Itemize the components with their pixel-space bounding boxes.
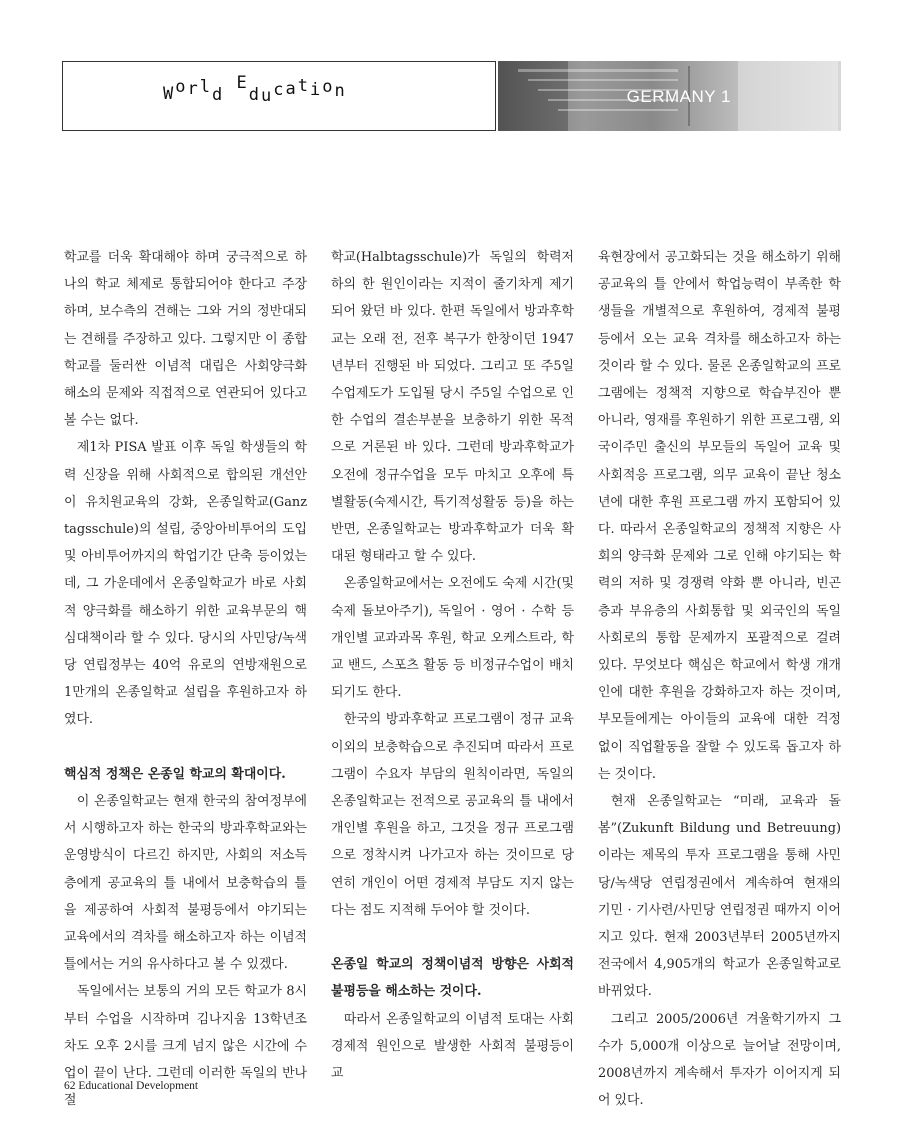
series-title-letter [224, 82, 236, 102]
series-title-letter: n [334, 81, 347, 101]
series-title-letter: d [212, 85, 225, 105]
series-title-letter: r [187, 79, 200, 99]
series-title-letter: d [248, 85, 261, 105]
series-title-box [62, 61, 496, 131]
header-photo [498, 61, 841, 131]
series-title-letter: t [297, 76, 310, 96]
country-label: GERMANY 1 [626, 87, 731, 106]
series-title-letter: a [285, 79, 298, 99]
body-paragraph: 그리고 2005/2006년 겨울학기까지 그 수가 5,000개 이상으로 늘어날 전망이며, 2008년까지 계속해서 투자가 이어지게 되어 있다. [598, 1011, 841, 1109]
page-header [62, 61, 841, 133]
text-column-1 [64, 244, 307, 1114]
body-paragraph: 학교를 더욱 확대해야 하며 궁극적으로 하나의 학교 체제로 통합되어야 한다고 주장하며, 보수측의 견해는 그와 거의 정반대되는 견해를 주장하고 있다. 그렇지만 이 종합학교를 둘러싼 이념적 대립은 사회양극화 해소의 문제와 직접적으로 연관되어 있다고 볼 수는 없다. [64, 250, 307, 429]
publication-name: Educational Development [78, 1080, 199, 1092]
body-paragraph: 독일에서는 보통의 거의 모든 학교가 8시부터 수업을 시작하며 김나지움 13학년조차도 오후 2시를 크게 넘지 않은 시간에 수업이 끝이 난다. 그런데 이러한 독일의 반나절 [64, 984, 307, 1109]
page-number: 62 [64, 1080, 76, 1092]
series-title-letter: l [199, 77, 212, 97]
series-title-letter: E [236, 73, 249, 93]
series-title-letter: c [273, 80, 286, 100]
section-heading: 핵심적 정책은 온종일 학교의 확대이다. [64, 766, 286, 782]
body-paragraph: 따라서 온종일학교의 이념적 토대는 사회경제적 원인으로 발생한 사회적 불평등이 교 [331, 1011, 574, 1082]
page-footer [64, 1080, 198, 1092]
body-paragraph: 온종일학교에서는 오전에도 숙제 시간(및 숙제 돌보아주기), 독일어 · 영어 · 수학 등 개인별 교과과목 후원, 학교 오케스트라, 학교 밴드, 스포츠 활동 등 비정규수업이 배치되기도 한다. [331, 576, 574, 701]
body-paragraph: 이 온종일학교는 현재 한국의 참여정부에서 시행하고자 하는 한국의 방과후학교와는 운영방식이 다르긴 하지만, 사회의 저소득층에게 공교육의 틀 내에서 보충학습의 틀을 제공하여 사회적 불평등에서 야기되는 교육에서의 격차를 해소하고자 하는 이념적 틀에서는 거의 유사하다고 볼 수 있겠다. [64, 794, 307, 973]
body-paragraph: 학교(Halbtagsschule)가 독일의 학력저하의 한 원인이라는 지적이 줄기차게 제기되어 왔던 바 있다. 한편 독일에서 방과후학교는 오래 전, 전후 복구가 한창이던 1947년부터 진행된 바 되었다. 그리고 또 주5일 수업제도가 도입될 당시 주5일 수업으로 인한 수업의 결손부분을 보충하기 위한 목적으로 거론된 바 있다. 그런데 방과후학교가 오전에 정규수업을 모두 마치고 오후에 특별활동(숙제시간, 특기적성활동 등)을 하는 반면, 온종일학교는 방과후학교가 더욱 확대된 형태라고 할 수 있다. [331, 250, 574, 565]
series-title-letter: i [310, 80, 323, 100]
body-paragraph: 제1차 PISA 발표 이후 독일 학생들의 학력 신장을 위해 사회적으로 합의된 개선안이 유치원교육의 강화, 온종일학교(Ganz tagsschule)의 설립, 중앙아비투어의 도입 및 아비투어까지의 학업기간 단축 등이었는데, 그 가운데에서 온종일학교가 바로 사회적 양극화를 해소하기 위한 교육부문의 핵심대책이라 할 수 있다. 당시의 사민당/녹색당 연립정부는 40억 유로의 연방재원으로 1만개의 온종일학교 설립을 후원하고자 하였다. [64, 440, 307, 728]
text-column-2 [331, 244, 574, 1087]
series-title-letter: o [175, 77, 188, 97]
series-title-letter: W [163, 84, 176, 104]
series-title [163, 73, 347, 106]
body-paragraph: 현재 온종일학교는 “미래, 교육과 돌봄”(Zukunft Bildung und Betreuung)이라는 제목의 투자 프로그램을 통해 사민당/녹색당 연립정권에서 계속하여 현재의 기민 · 기사련/사민당 연립정권 때까지 이어지고 있다. 현재 2003년부터 2005년까지 전국에서 4,905개의 학교가 온종일학교로 바뀌었다. [598, 794, 841, 1000]
body-paragraph: 육현장에서 공고화되는 것을 해소하기 위해 공교육의 틀 안에서 학업능력이 부족한 학생들을 개별적으로 후원하여, 경제적 불평등에서 오는 교육 격차를 해소하고자 하는 것이라 할 수 있다. 물론 온종일학교의 프로그램에는 정책적 지향으로 학습부진아 뿐 아니라, 영재를 후원하기 위한 프로그램, 외국이주민 출신의 부모들의 독일어 교육 및 사회적응 프로그램, 의무 교육이 끝난 청소년에 대한 후원 프로그램 까지 포함되어 있다. 따라서 온종일학교의 정책적 지향은 사회의 양극화 문제와 그로 인해 야기되는 학력의 저하 및 경쟁력 약화 뿐 아니라, 빈곤층과 부유층의 사회통합 및 외국인의 독일사회로의 통합 문제까지 포괄적으로 걸려 있다. 무엇보다 핵심은 학교에서 학생 개개인에 대한 후원을 강화하고자 하는 것이며, 부모들에게는 아이들의 교육에 대한 걱정 없이 직업활동을 잘할 수 있도록 돕고자 하는 것이다. [598, 250, 841, 782]
section-heading: 온종일 학교의 정책이념적 방향은 사회적 불평등을 해소하는 것이다. [331, 957, 574, 1000]
series-title-letter: o [322, 77, 335, 97]
series-title-letter: u [261, 86, 274, 106]
text-column-3 [598, 244, 841, 1115]
body-paragraph: 한국의 방과후학교 프로그램이 정규 교육 이외의 보충학습으로 추진되며 따라서 프로그램이 수요자 부담의 원칙이라면, 독일의 온종일학교는 전적으로 공교육의 틀 내에서 개인별 후원을 하고, 그것을 정규 프로그램으로 정착시켜 나가고자 하는 것이므로 당연히 개인이 어떤 경제적 부담도 지지 않는다는 점도 지적해 두어야 할 것이다. [331, 712, 574, 918]
